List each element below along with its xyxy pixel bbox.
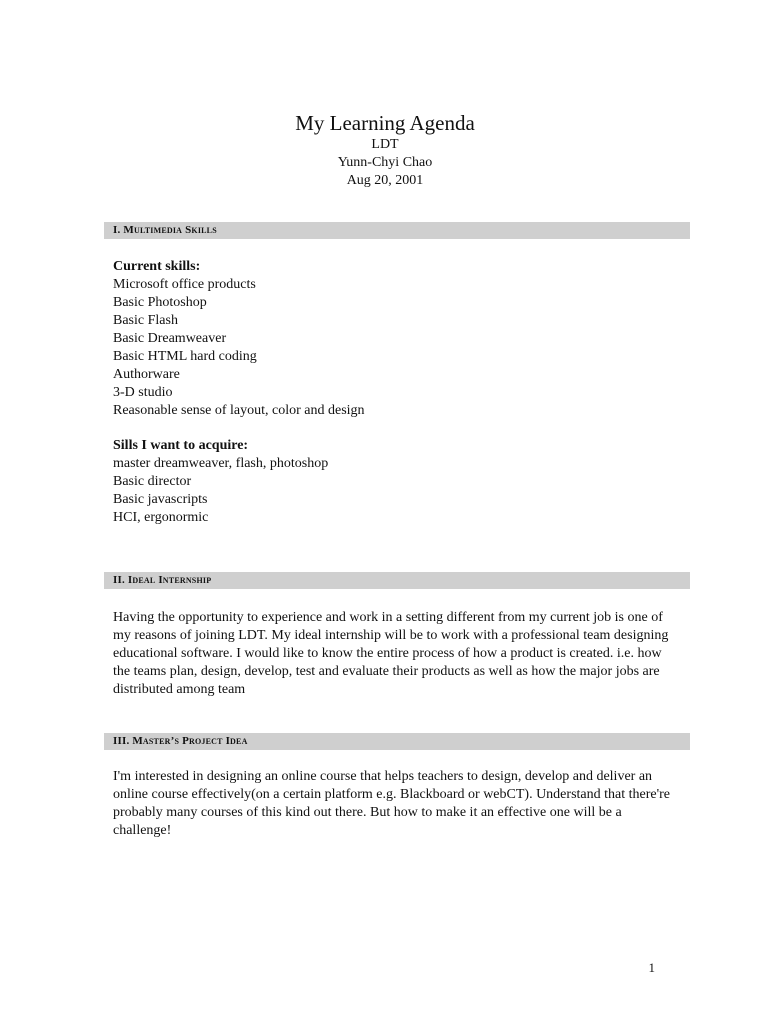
list-item: Microsoft office products [113,277,256,292]
list-item: Basic javascripts [113,492,208,507]
program-name: LDT [371,137,399,152]
document-header [0,110,770,190]
list-item: Basic Photoshop [113,295,207,310]
project-paragraph: I'm interested in designing an online course that helps teachers to design, develop and deliver an online course effectively(on a certain platform e.g. Blackboard or webCT). Understand that there're probably many courses of this kind out there. But how to make it an effective one will be a challenge! [113,769,670,838]
list-item: HCI, ergonormic [113,510,209,525]
section-heading-ideal-internship: II. Ideal Internship [104,572,690,589]
current-skills-title: Current skills: [113,259,201,274]
current-skills-block [113,258,673,420]
page-number: 1 [648,960,655,975]
section-heading-multimedia-skills: I. Multimedia Skills [104,222,690,239]
document-title: My Learning Agenda [295,111,475,135]
acquire-skills-title: Sills I want to acquire: [113,438,249,453]
author-name: Yunn-Chyi Chao [337,155,433,170]
list-item: Authorware [113,367,180,382]
list-item: Basic Flash [113,313,178,328]
list-item: Reasonable sense of layout, color and design [113,403,365,418]
list-item: Basic Dreamweaver [113,331,227,346]
list-item: Basic HTML hard coding [113,349,257,364]
list-item: 3-D studio [113,385,173,400]
list-item: Basic director [113,474,192,489]
list-item: master dreamweaver, flash, photoshop [113,456,329,471]
internship-paragraph: Having the opportunity to experience and work in a setting different from my current job is one of my reasons of joining LDT. My ideal internship will be to work with a professional team designing educational software. I would like to know the entire process of how a product is created. i.e. how the teams plan, design, develop, test and evaluate their products as well as how the major jobs are distributed among team [113,610,669,697]
acquire-skills-block [113,437,673,527]
document-date: Aug 20, 2001 [346,173,424,188]
section-heading-masters-project: III. Master’s Project Idea [104,733,690,750]
